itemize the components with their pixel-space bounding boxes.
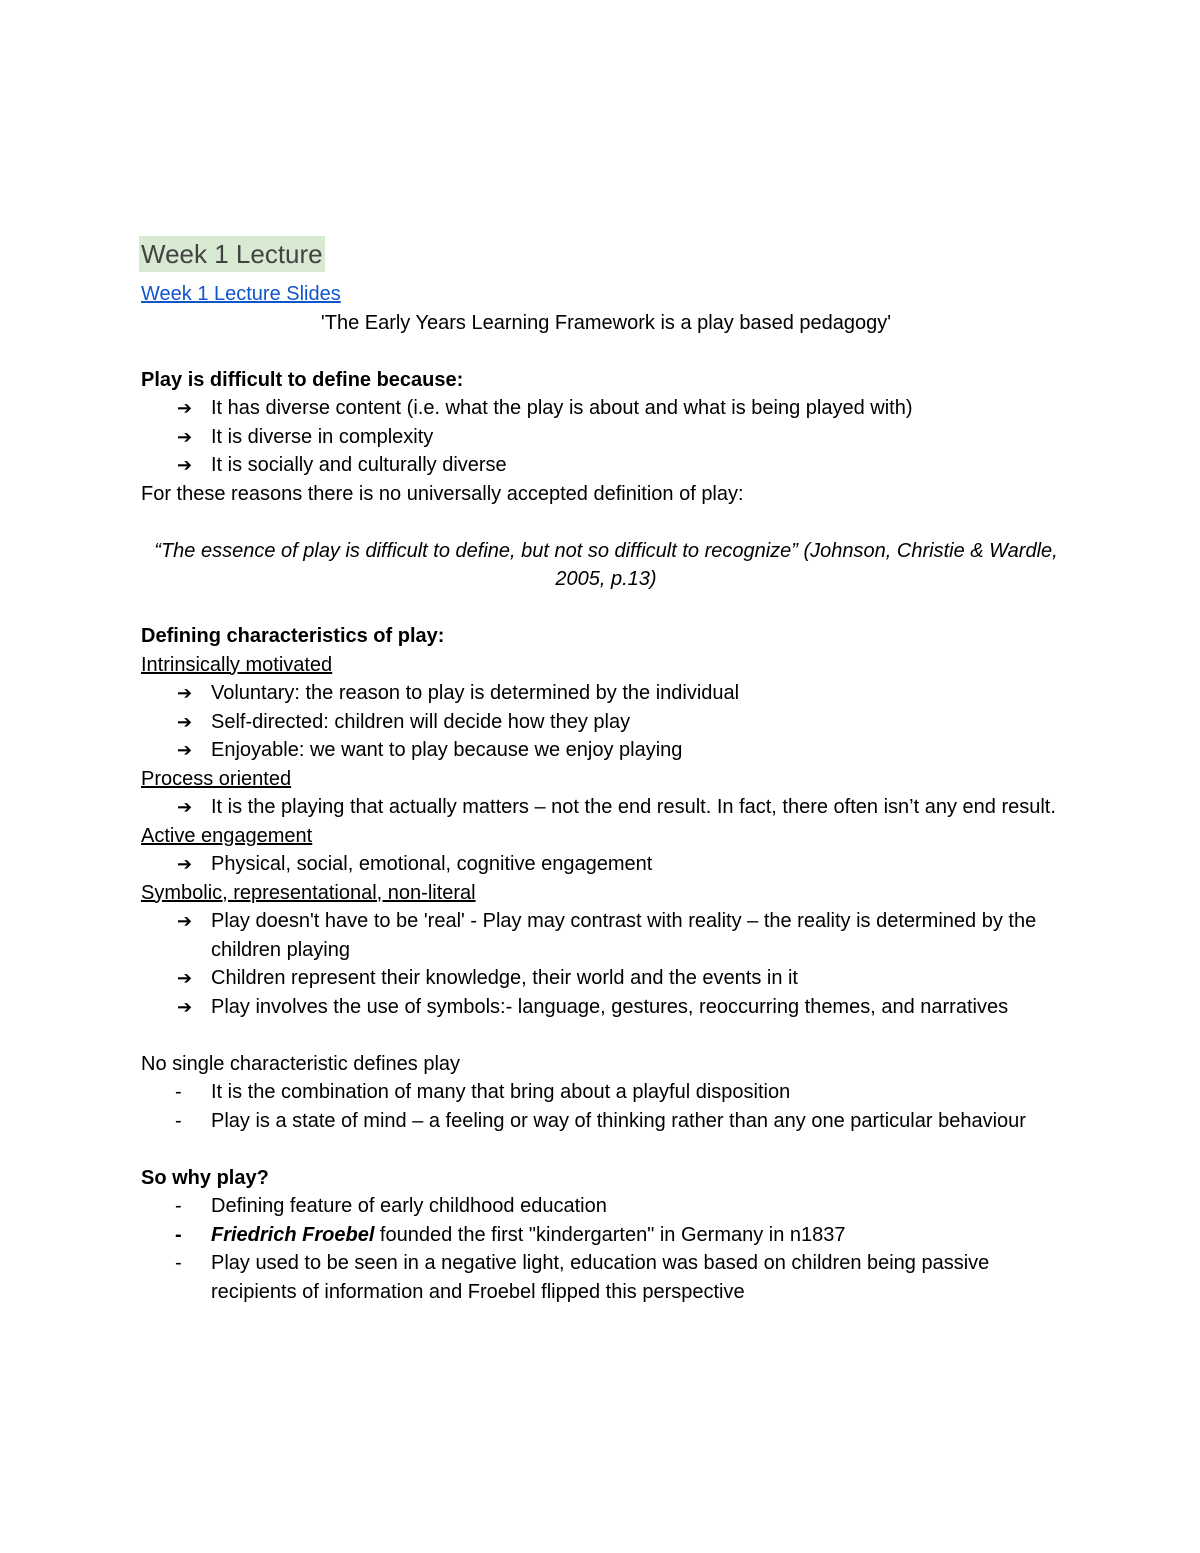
list-item: ➔ Physical, social, emotional, cognitive engagement (141, 850, 1071, 879)
list-item: - Play used to be seen in a negative light, education was based on children being passive recipients of information and Froebel flipped this perspective (141, 1249, 1071, 1306)
list-item: ➔ Children represent their knowledge, their world and the events in it (141, 964, 1071, 993)
subheading: Intrinsically motivated (141, 653, 333, 676)
arrow-bullet-icon: ➔ (177, 711, 193, 732)
arrow-bullet-icon: ➔ (177, 455, 193, 475)
subheading: Active engagement (141, 824, 313, 847)
list-item: ➔ It is socially and culturally diverse (141, 451, 1071, 480)
arrow-list (141, 394, 1071, 480)
section-heading-define: Play is difficult to define because: (141, 368, 464, 391)
arrow-bullet-icon: ➔ (177, 683, 193, 703)
dash-bullet-icon: - (175, 1195, 182, 1217)
dash-list (141, 1078, 1071, 1135)
arrow-bullet-icon: ➔ (177, 911, 193, 931)
list-item: ➔ Enjoyable: we want to play because we enjoy playing (141, 736, 1071, 765)
list-item: ➔ Play involves the use of symbols:- language, gestures, reoccurring themes, and narratives (141, 993, 1071, 1022)
spacer (141, 1021, 1071, 1050)
list-item: ➔ It has diverse content (i.e. what the play is about and what is being played with) (141, 394, 1071, 423)
spacer (141, 594, 1071, 623)
quote: “The essence of play is difficult to define, but not so difficult to recognize” (Johnson, Christie & Wardle, 2005, p.13) (154, 539, 1058, 590)
arrow-list (141, 679, 1071, 765)
list-item: - It is the combination of many that bring about a playful disposition (141, 1078, 1071, 1107)
section-heading-why-play: So why play? (141, 1166, 269, 1189)
page-title: Week 1 Lecture (139, 236, 325, 272)
list-item: ➔ Play doesn't have to be 'real' - Play may contrast with reality – the reality is determined by the children playing (141, 907, 1071, 964)
arrow-list (141, 793, 1071, 822)
subheading: Process oriented (141, 767, 292, 790)
arrow-bullet-icon: ➔ (177, 398, 193, 418)
dash-bullet-icon: - (175, 1081, 182, 1103)
arrow-list (141, 907, 1071, 1021)
subheading: Symbolic, representational, non-literal (141, 881, 476, 904)
arrow-bullet-icon: ➔ (177, 968, 193, 988)
lecture-slides-link[interactable]: Week 1 Lecture Slides (141, 283, 341, 305)
list-item: - Defining feature of early childhood education (141, 1192, 1071, 1221)
list-item: ➔ Voluntary: the reason to play is determined by the individual (141, 679, 1071, 708)
arrow-list (141, 850, 1071, 879)
tagline: 'The Early Years Learning Framework is a play based pedagogy' (320, 311, 892, 334)
dash-bullet-icon: - (175, 1109, 182, 1132)
spacer (141, 1135, 1071, 1164)
spacer (141, 337, 1071, 366)
paragraph: For these reasons there is no universally accepted definition of play: (141, 482, 744, 505)
arrow-bullet-icon: ➔ (177, 740, 193, 760)
arrow-bullet-icon: ➔ (177, 854, 193, 874)
document-page (141, 236, 1071, 1306)
dash-bullet-icon: - (175, 1223, 182, 1246)
list-item: - Friedrich Froebel founded the first "kindergarten" in Germany in n1837 (141, 1221, 1071, 1250)
list-item: ➔ It is diverse in complexity (141, 423, 1071, 452)
arrow-bullet-icon: ➔ (177, 996, 193, 1017)
section-heading-characteristics: Defining characteristics of play: (141, 625, 445, 647)
list-item: ➔ It is the playing that actually matters – not the end result. In fact, there often isn’t any end result. (141, 793, 1071, 822)
list-item: ➔ Self-directed: children will decide how they play (141, 708, 1071, 737)
list-item: - Play is a state of mind – a feeling or way of thinking rather than any one particular behaviour (141, 1107, 1071, 1136)
dash-bullet-icon: - (175, 1252, 182, 1274)
paragraph: No single characteristic defines play (141, 1052, 461, 1075)
arrow-bullet-icon: ➔ (177, 426, 193, 447)
dash-list (141, 1192, 1071, 1306)
spacer (141, 508, 1071, 537)
arrow-bullet-icon: ➔ (177, 797, 193, 817)
froebel-name: Friedrich Froebel (211, 1223, 375, 1246)
